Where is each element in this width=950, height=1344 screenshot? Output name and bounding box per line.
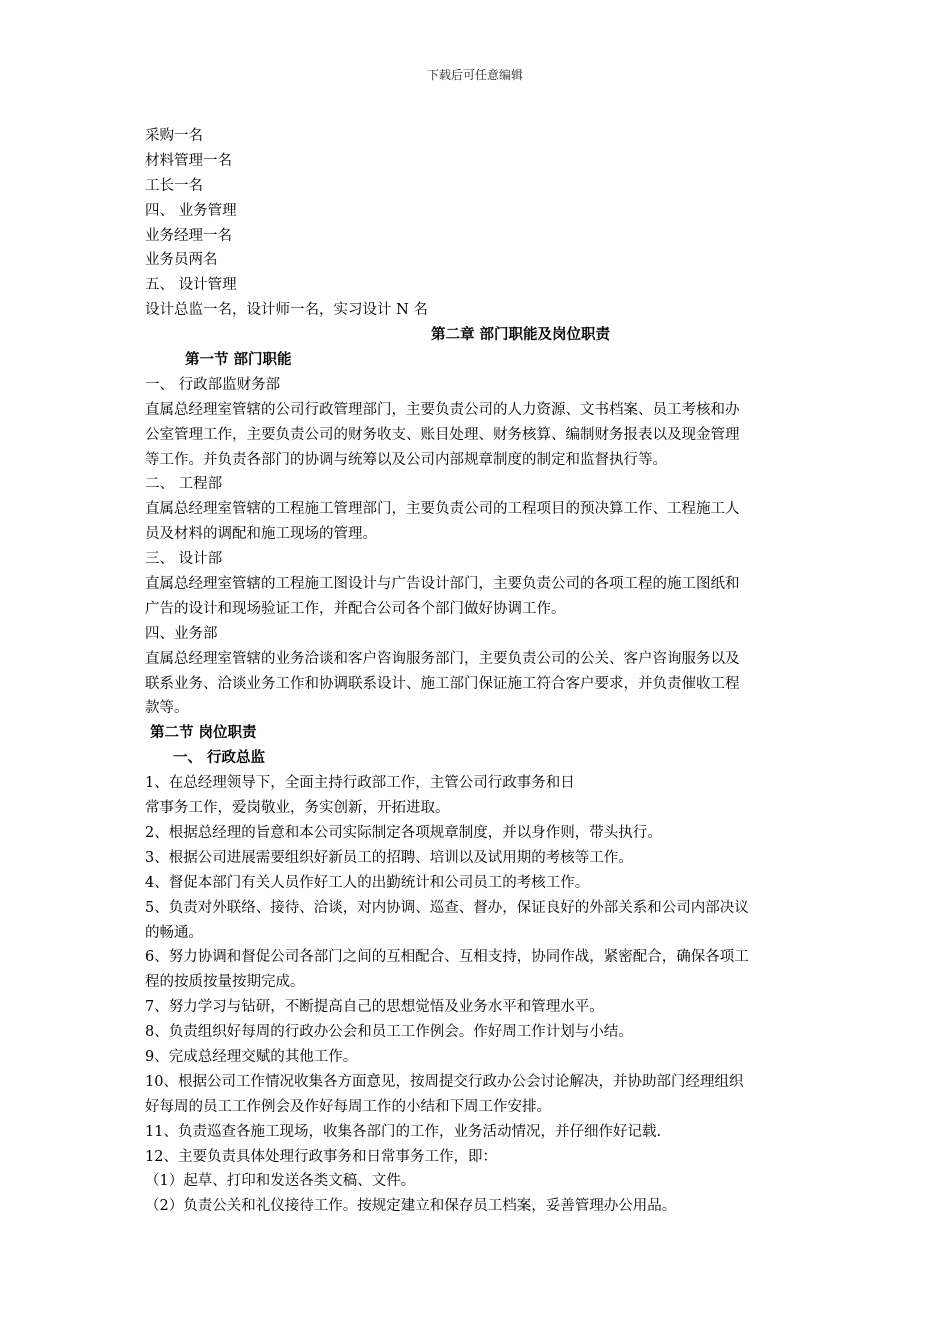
- text-line: 2、根据总经理的旨意和本公司实际制定各项规章制度，并以身作则，带头执行。: [145, 824, 662, 841]
- text-line: 11、负责巡查各施工现场，收集各部门的工作，业务活动情况，并仔细作好记载.: [145, 1123, 662, 1140]
- page-header: 下载后可任意编辑: [426, 68, 523, 82]
- text-line: （2）负责公关和礼仪接待工作。按规定建立和保存员工档案，妥善管理办公用品。: [145, 1198, 677, 1215]
- text-line: 设计总监一名，设计师一名，实习设计 N 名: [145, 302, 428, 319]
- text-line: 联系业务、洽谈业务工作和协调联系设计、施工部门保证施工符合客户要求，并负责催收工程: [145, 675, 740, 692]
- text-line: 五、 设计管理: [145, 277, 237, 294]
- text-line: 业务经理一名: [145, 227, 232, 244]
- text-line: 直属总经理室管辖的工程施工图设计与广告设计部门，主要负责公司的各项工程的施工图纸和: [145, 576, 740, 593]
- text-line: 7、努力学习与钻研，不断提高自己的思想觉悟及业务水平和管理水平。: [145, 999, 604, 1016]
- text-line: 5、负责对外联络、接待、洽谈，对内协调、巡查、督办，保证良好的外部关系和公司内部决议: [145, 899, 749, 916]
- text-line: 广告的设计和现场验证工作，并配合公司各个部门做好协调工作。: [145, 600, 566, 617]
- text-line: 业务员两名: [145, 252, 218, 269]
- text-line: 员及材料的调配和施工现场的管理。: [145, 526, 377, 543]
- text-line: 8、负责组织好每周的行政办公会和员工工作例会。作好周工作计划与小结。: [145, 1024, 633, 1041]
- text-line: （1）起草、打印和发送各类文稿、文件。: [145, 1173, 416, 1190]
- text-line: 直属总经理室管辖的工程施工管理部门，主要负责公司的工程项目的预决算工作、工程施工人: [145, 501, 740, 518]
- section-heading: 第二节 岗位职责: [150, 724, 257, 742]
- text-line: 一、 行政部监财务部: [145, 376, 281, 393]
- text-line: 公室管理工作，主要负责公司的财务收支、账目处理、财务核算、编制财务报表以及现金管理: [145, 426, 740, 443]
- text-line: 12、主要负责具体处理行政事务和日常事务工作，即：: [145, 1148, 497, 1165]
- text-line: 3、根据公司进展需要组织好新员工的招聘、培训以及试用期的考核等工作。: [145, 849, 633, 866]
- text-line: 材料管理一名: [145, 152, 232, 169]
- text-line: 等工作。并负责各部门的协调与统筹以及公司内部规章制度的制定和监督执行等。: [145, 451, 667, 468]
- text-line: 的畅通。: [145, 924, 203, 941]
- text-line: 常事务工作，爱岗敬业，务实创新，开拓进取。: [145, 800, 450, 817]
- text-line: 采购一名: [145, 128, 203, 144]
- text-line: 1、在总经理领导下，全面主持行政部工作，主管公司行政事务和日: [145, 775, 575, 792]
- text-line: 款等。: [145, 700, 189, 717]
- text-line: 4、督促本部门有关人员作好工人的出勤统计和公司员工的考核工作。: [145, 874, 590, 891]
- text-line: 9、完成总经理交赋的其他工作。: [145, 1048, 358, 1065]
- text-line: 四、业务部: [145, 625, 218, 642]
- text-line: 好每周的员工工作例会及作好每周工作的小结和下周工作安排。: [145, 1098, 551, 1115]
- text-line: 二、 工程部: [145, 476, 223, 493]
- text-line: 6、努力协调和督促公司各部门之间的互相配合、互相支持，协同作战，紧密配合，确保各项工: [145, 949, 749, 966]
- document-body: [145, 124, 815, 1219]
- text-line: 直属总经理室管辖的公司行政管理部门，主要负责公司的人力资源、文书档案、员工考核和办: [145, 401, 740, 418]
- text-line: 程的按质按量按期完成。: [145, 974, 305, 991]
- text-line: 四、 业务管理: [145, 202, 237, 219]
- text-line: 工长一名: [145, 177, 203, 194]
- text-line: 三、 设计部: [145, 551, 223, 568]
- text-line: 直属总经理室管辖的业务洽谈和客户咨询服务部门，主要负责公司的公关、客户咨询服务以及: [145, 650, 740, 667]
- text-line: 10、根据公司工作情况收集各方面意见，按周提交行政办公会讨论解决，并协助部门经理组织: [145, 1073, 744, 1090]
- section-heading: 一、 行政总监: [173, 749, 266, 767]
- section-heading: 第二章 部门职能及岗位职责: [431, 326, 611, 344]
- section-heading: 第一节 部门职能: [185, 351, 292, 369]
